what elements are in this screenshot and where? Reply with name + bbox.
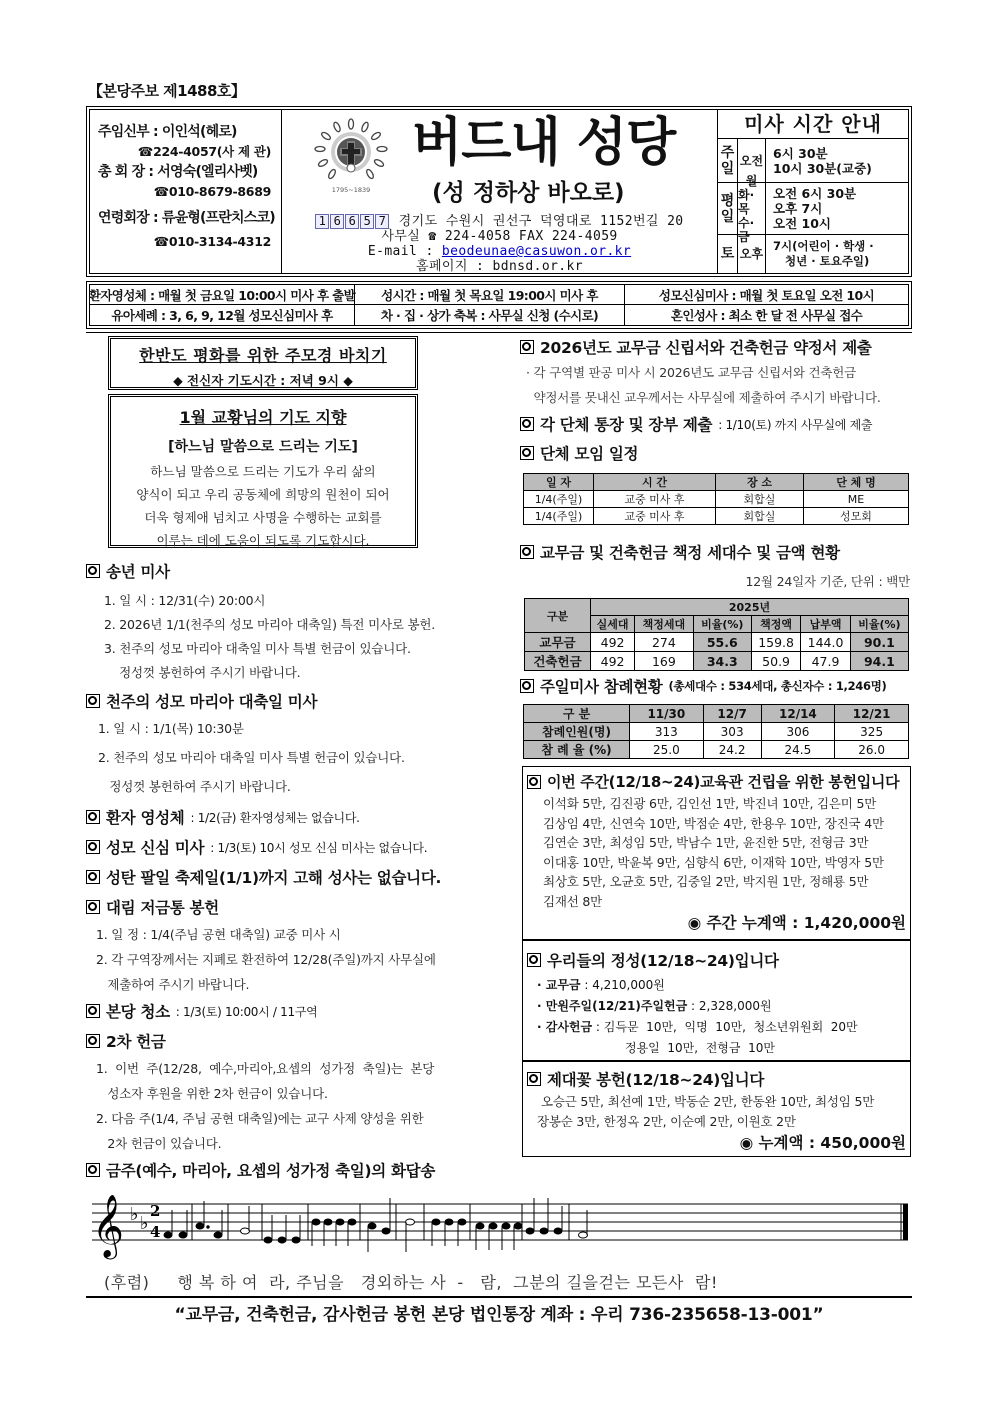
svg-text:1795~1839: 1795~1839 xyxy=(331,186,371,194)
church-logo-icon xyxy=(304,116,398,196)
attendance-table: 구 분 11/30 12/7 12/14 12/21 참례인원(명) 313 303 306 325 참 례 율 (%) 25.0 24.2 24.5 26.0 xyxy=(523,704,909,759)
mass-row-saturday: 토 오후 7시(어린이 · 학생 · 청년 · 토요주일) xyxy=(718,235,908,273)
section-ledger: 각 단체 통장 및 장부 제출 : 1/10(토) 까지 사무실에 제출 xyxy=(520,413,872,435)
svg-text:4: 4 xyxy=(150,1223,161,1241)
mass-row-weekday: 평 일 월 화·목 수·금 오전 6시 30분 오후 7시 오전 10시 xyxy=(718,183,908,235)
section-bullet-icon xyxy=(86,564,100,578)
svg-text:♭: ♭ xyxy=(130,1204,139,1225)
table-row: 1/4(주일) 교중 미사 후 회합실 ME xyxy=(524,491,909,508)
bank-account-notice: “교무금, 건축헌금, 감사헌금 봉헌 본당 법인통장 계좌 : 우리 736-235658-13-001” xyxy=(174,1305,824,1325)
mass-schedule-title: 미사 시간 안내 xyxy=(718,110,908,139)
section-year-end-mass: 송년 미사 xyxy=(86,560,170,582)
section-confession: 성탄 팔일 축제일(1/1)까지 고해 성사는 없습니다. xyxy=(86,866,441,888)
table-row: 참례인원(명) 313 303 306 325 xyxy=(524,723,909,741)
patron-saint: (성 정하상 바오로) xyxy=(432,180,625,206)
section-sick-communion: 환자 영성체 : 1/2(금) 환자영성체는 없습니다. xyxy=(86,806,360,828)
assoc-phone: ☎010-3134-4312 xyxy=(153,234,271,249)
treble-clef-icon: 𝄞 xyxy=(92,1194,124,1257)
dues-table: 구분 2025년 실세대 책정세대 비율(%) 책정액 납부액 비율(%) 교무금 492 274 55.6 159.8 144.0 90.1 건축헌금 492 169 34.3 50.9 47.9 94.1 xyxy=(524,598,909,671)
footer-divider xyxy=(86,1296,912,1298)
offering-box: 우리들의 정성(12/18~24)입니다 · 교무금 : 4,210,000원 · 만원주일(12/21)주일헌금 : 2,328,000원 · 감사헌금 : 김득문 10만, 익명 10만, 청소년위원회 20만 정용일 10만, 전형금 10만 xyxy=(522,940,911,1061)
address-block: 1 6 6 5 7 경기도 수원시 권선구 덕영대로 1152번길 20 사무실 ☎ 224-4058 FAX 224-4059 E-mail : beodeunae@casuwon.or.kr 홈페이지 : bdnsd.or.kr xyxy=(282,214,717,274)
psalm-lyrics: (후렴) 행 복 하 여 라, 주님을 경외하는 사 - 람, 그분의 길을걷는 모든사 람! xyxy=(104,1273,718,1292)
assoc-president: 연령회장 : 류윤형(프란치스코) xyxy=(98,210,275,226)
homepage[interactable]: 홈페이지 : bdnsd.or.kr xyxy=(415,259,583,274)
section-meetings: 단체 모임 일정 xyxy=(520,442,638,464)
president: 총 회 장 : 서영숙(엘리사벳) xyxy=(98,164,258,180)
section-pledge: 2026년도 교무금 신립서와 건축헌금 약정서 제출 xyxy=(520,336,872,358)
pastor-phone: ☎224-4057(사 제 관) xyxy=(137,144,271,159)
sacrament-info: 환자영성체 : 매월 첫 금요일 10:00시 미사 후 출발 성시간 : 매월 첫 목요일 19:00시 미사 후 성모신심미사 : 매월 첫 토요일 오전 10시 유아세례 : 3, 6, 9, 12월 성모신심미사 후 차 · 집 · 상가 축복 : 사무실 신청 (수시로) 혼인성사 : 최소 한 달 전 사무실 접수 xyxy=(86,281,912,329)
education-total: ◉ 주간 누계액 : 1,420,000원 xyxy=(687,914,906,932)
section-attendance: 주일미사 참례현황 (총세대수 : 534세대, 총신자수 : 1,246명) xyxy=(520,675,886,697)
section-dues: 교무금 및 건축헌금 책정 세대수 및 금액 현황 xyxy=(520,541,840,563)
psalm-sheet-music xyxy=(86,1184,912,1270)
divider xyxy=(86,332,912,333)
altar-flowers-box: 제대꽃 봉헌(12/18~24)입니다 오승근 5만, 최선예 1만, 박동순 2만, 한동완 10만, 최성임 5만 장봉순 3만, 한정옥 2만, 이순예 2만, 이원호 2만 ◉ 누계액 : 450,000원 xyxy=(522,1061,911,1157)
peace-prayer-box: 한반도 평화를 위한 주모경 바치기 ◆ 전신자 기도시간 : 저녁 9시 ◆ xyxy=(108,336,418,390)
masthead xyxy=(86,106,912,277)
education-donation-box: 이번 주간(12/18~24)교육관 건립을 위한 봉헌입니다 이석화 5만, 김진광 6만, 김인선 1만, 박진녀 10만, 김은미 5만 김상임 4만, 신연숙 10만, 박점순 4만, 한용우 10만, 장진국 4만 김연순 3만, 최성임 5만, 박남수 1만, 윤진한 5만, 전형금 3만 이대홍 10만, 박윤복 9만, 심향식 6만, 이재학 10만, 박영자 5만 최상호 5만, 오균호 5만, 김중일 2만, 박지원 1만, 정해룡 5만 김재선 8만 ◉ 주간 누계액 : 1,420,000원 xyxy=(522,766,911,940)
church-name: 버드내 성당 xyxy=(412,113,676,173)
email-link[interactable]: beodeunae@casuwon.or.kr xyxy=(441,244,632,259)
office-phone: 사무실 ☎ 224-4058 FAX 224-4059 xyxy=(381,229,618,244)
church-identity xyxy=(282,110,718,273)
svg-text:♭: ♭ xyxy=(140,1213,149,1234)
staff-contacts xyxy=(90,110,282,273)
section-advent-box: 대림 저금통 봉헌 xyxy=(86,896,219,918)
president-phone: ☎010-8679-8689 xyxy=(153,184,271,199)
postal-code: 1 6 6 5 7 xyxy=(315,214,390,229)
section-bullet-icon xyxy=(86,694,100,708)
pastor: 주임신부 : 이인석(헤로) xyxy=(98,124,237,140)
flowers-total: ◉ 누계액 : 450,000원 xyxy=(739,1134,906,1152)
table-row: 1/4(주일) 교중 미사 후 회합실 성모회 xyxy=(524,508,909,525)
section-cleaning: 본당 청소 : 1/3(토) 10:00시 / 11구역 xyxy=(86,1000,317,1022)
section-devotion-mass: 성모 신심 미사 : 1/3(토) 10시 성모 신심 미사는 없습니다. xyxy=(86,836,427,858)
address: 경기도 수원시 권선구 덕영대로 1152번길 20 xyxy=(398,214,684,229)
meetings-table: 일 자 시 간 장 소 단 체 명 1/4(주일) 교중 미사 후 회합실 ME 1/4(주일) 교중 미사 후 회합실 성모회 xyxy=(523,473,909,525)
section-psalm: 금주(예수, 마리아, 요셉의 성가정 축일)의 화답송 xyxy=(86,1159,435,1181)
section-mary-mass: 천주의 성모 마리아 대축일 미사 xyxy=(86,690,317,712)
pope-intention-box: 1월 교황님의 기도 지향 [하느님 말씀으로 드리는 기도] 하느님 말씀으로 드리는 기도가 우리 삶의 양식이 되고 우리 공동체에 희망의 원천이 되어 더욱 형제애 넘치고 사명을 수행하는 교회를 이루는 데에 도움이 되도록 기도합시다. xyxy=(108,394,418,548)
mass-schedule xyxy=(718,110,908,273)
issue-number: 【본당주보 제1488호】 xyxy=(88,82,246,100)
table-row: 교무금 492 274 55.6 159.8 144.0 90.1 xyxy=(525,633,909,652)
svg-text:2: 2 xyxy=(150,1202,161,1220)
table-row: 참 례 율 (%) 25.0 24.2 24.5 26.0 xyxy=(524,741,909,759)
table-row: 건축헌금 492 169 34.3 50.9 47.9 94.1 xyxy=(525,652,909,671)
mass-row-sunday: 주 일 오전 6시 30분 10시 30분(교중) xyxy=(718,139,908,183)
section-second-collection: 2차 헌금 xyxy=(86,1030,166,1052)
